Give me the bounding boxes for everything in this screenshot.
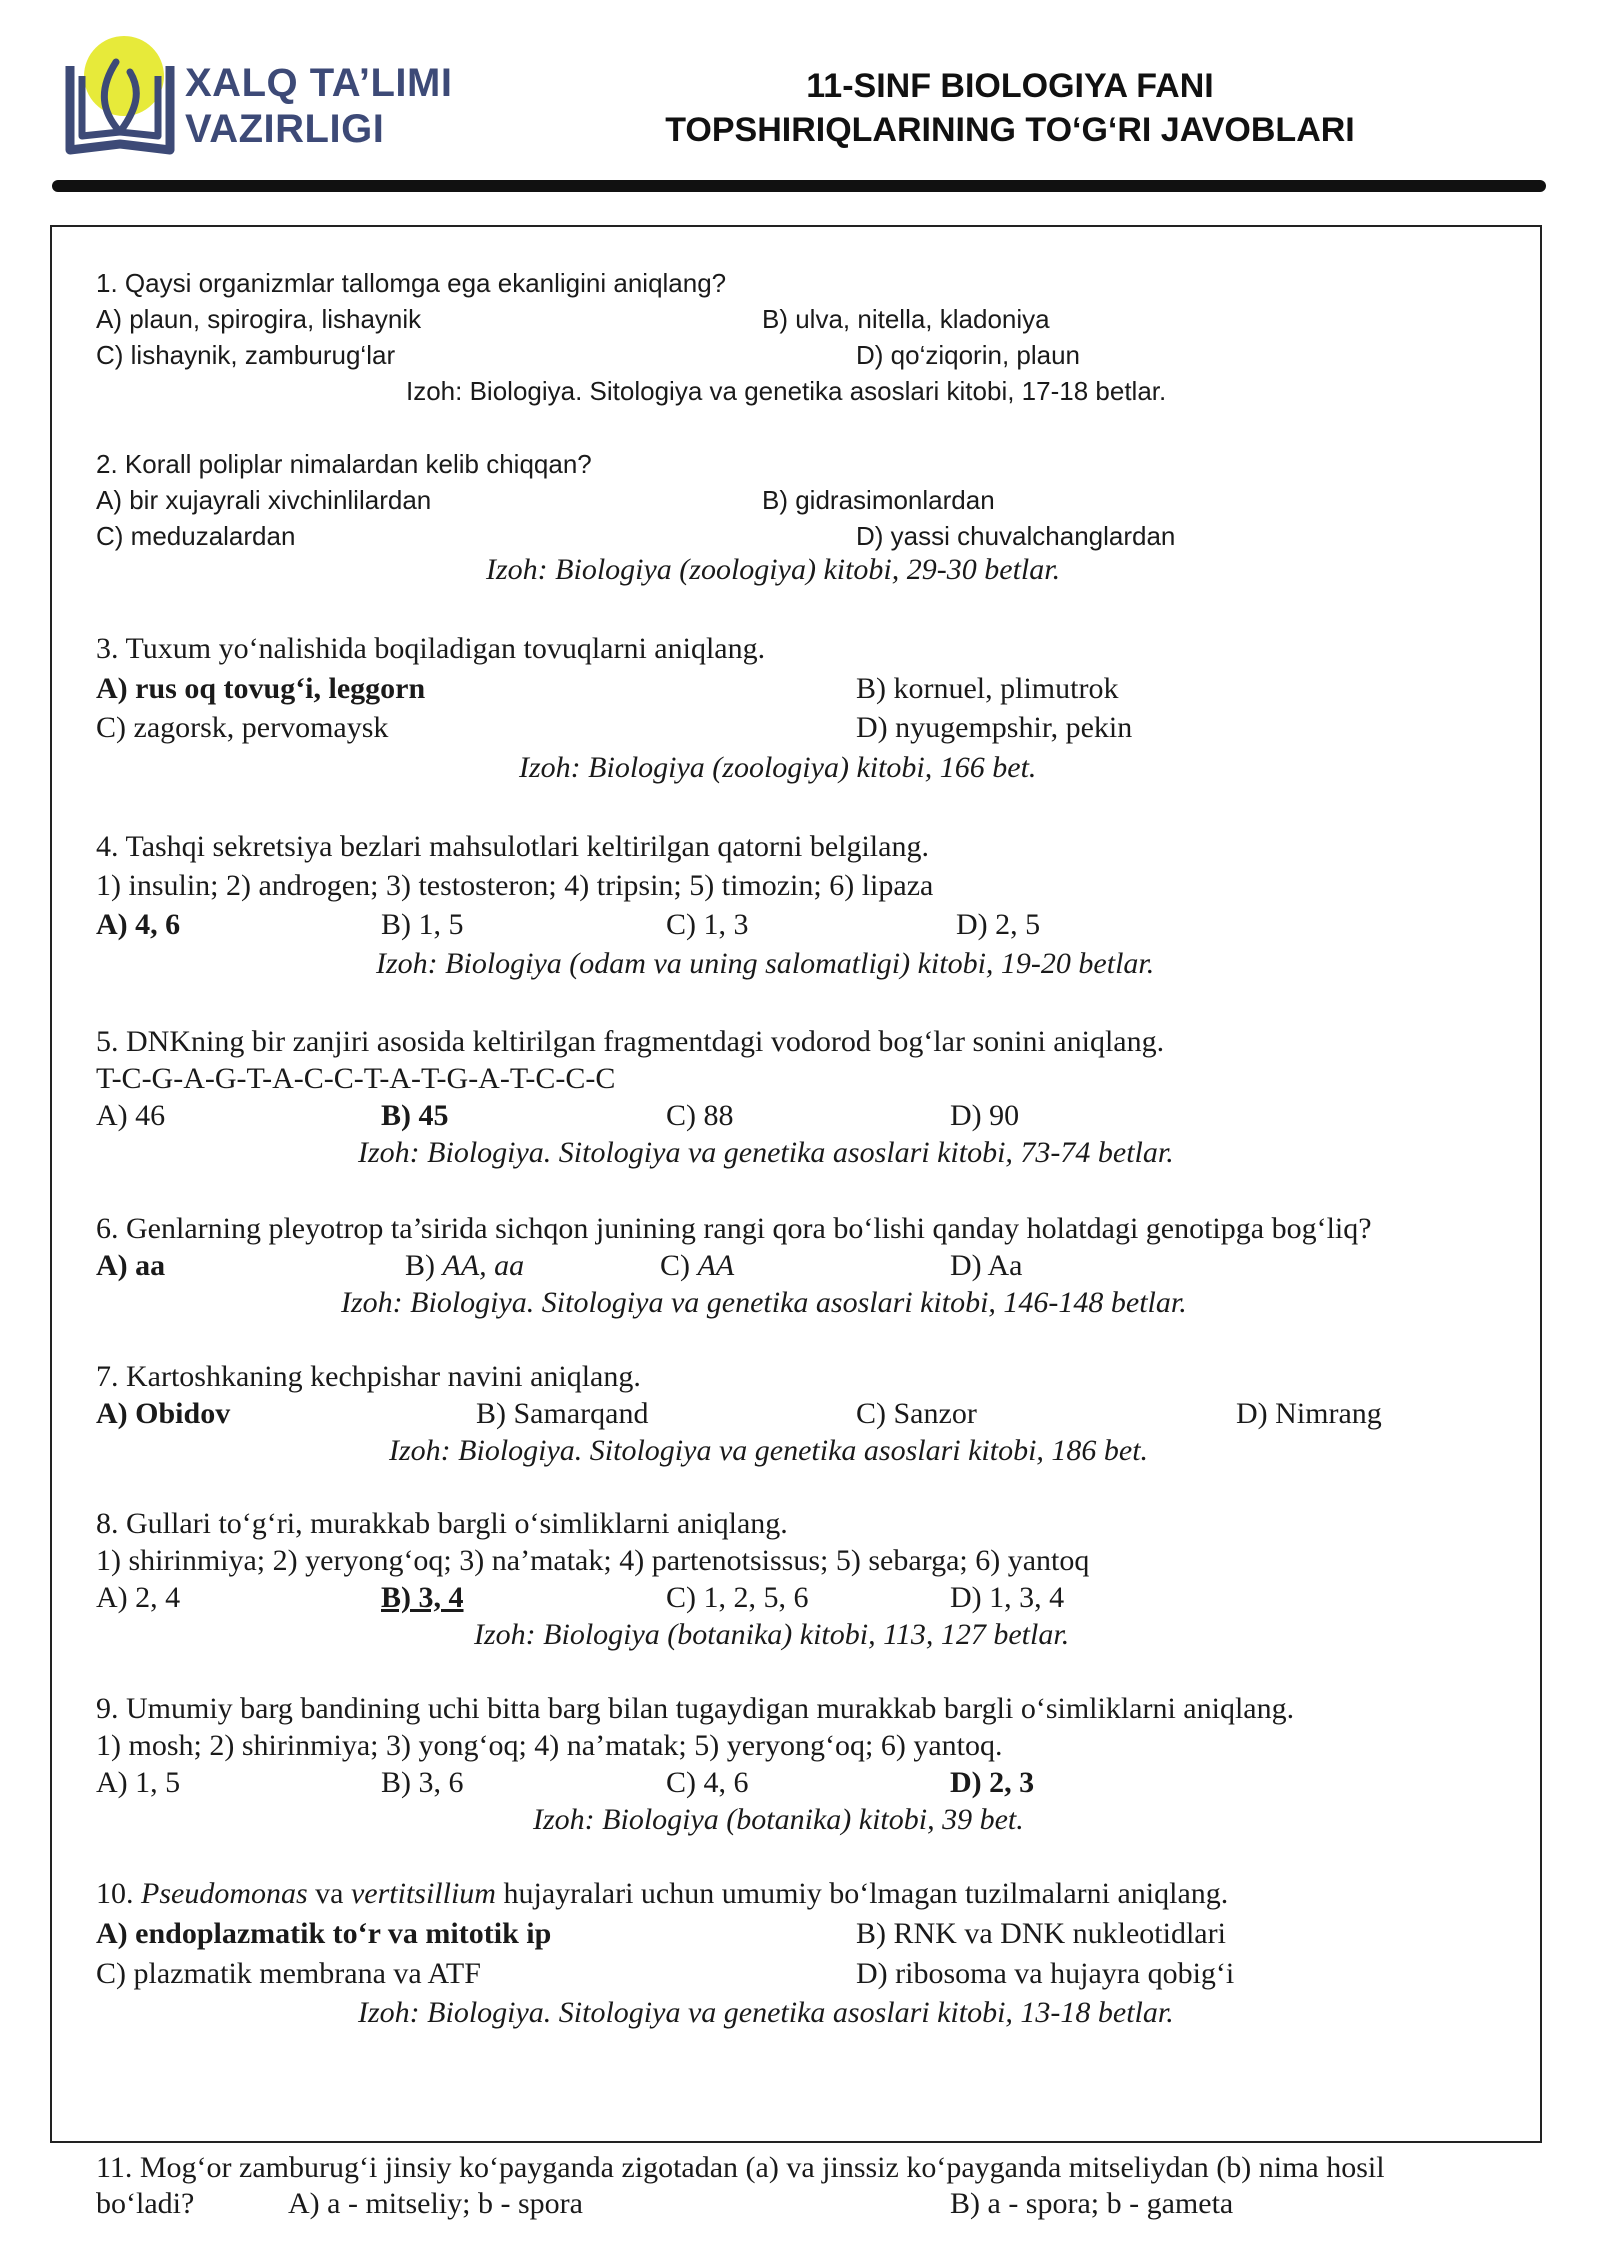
question-text: 3. Tuxum yo‘nalishida boqiladigan tovuqlarni aniqlang. [96,632,766,665]
option-d: D) 1, 3, 4 [950,1581,1065,1614]
connector-text: va [307,1877,351,1910]
logo-line1: XALQ TA’LIMI [185,61,453,105]
option-a-correct: A) 4, 6 [96,908,181,941]
item-list: 1) mosh; 2) shirinmiya; 3) yong‘oq; 4) na’matak; 5) yeryong‘oq; 6) yantoq. [96,1729,1003,1762]
option-b-correct: B) 3, 4 [381,1581,464,1614]
option-d: D) yassi chuvalchanglardan [856,521,1176,551]
question-text: 7. Kartoshkaning kechpishar navini aniqlang. [96,1360,641,1393]
option-d: D) 90 [950,1099,1020,1132]
organism-term-2: vertitsillium [350,1877,496,1910]
question-text: 9. Umumiy barg bandining uchi bitta barg bilan tugaydigan murakkab bargli o‘simliklarni aniqlang. [96,1692,1295,1725]
source-note: Izoh: Biologiya (odam va uning salomatligi) kitobi, 19-20 betlar. [376,947,1155,980]
title-line2: TOPSHIRIQLARINING TO‘G‘RI JAVOBLARI [665,111,1355,149]
source-note: Izoh: Biologiya. Sitologiya va genetika asoslari kitobi, 146-148 betlar. [341,1286,1187,1319]
question-rest: hujayralari uchun umumiy bo‘lmagan tuzilmalarni aniqlang. [495,1877,1229,1910]
option-b: B) 1, 5 [381,908,464,941]
option-a-value: Obidov [135,1397,231,1430]
option-a: A) bir xujayrali xivchinlilardan [96,485,432,515]
option-c: C) 88 [666,1099,734,1132]
source-note: Izoh: Biologiya. Sitologiya va genetika asoslari kitobi, 73-74 betlar. [358,1136,1174,1169]
organism-term-1: Pseudomonas [141,1877,308,1910]
option-a-correct: A) endoplazmatik to‘r va mitotik ip [96,1917,552,1950]
option-b-correct: B) 45 [381,1099,449,1132]
question-text [96,1877,1228,1911]
option-d: D) qo‘ziqorin, plaun [856,340,1081,370]
source-note: Izoh: Biologiya (zoologiya) kitobi, 166 bet. [519,751,1037,784]
question-text: 8. Gullari to‘g‘ri, murakkab bargli o‘simliklarni aniqlang. [96,1507,788,1540]
question-11-option-a: A) a - mitseliy; b - spora [288,2187,583,2220]
option-c: C) lishaynik, zamburug‘lar [96,340,396,370]
page-header [0,0,1600,200]
option-a: A) 46 [96,1099,166,1132]
option-a: A) 1, 5 [96,1766,181,1799]
option-c [660,1249,734,1283]
source-note: Izoh: Biologiya (zoologiya) kitobi, 29-30 betlar. [486,553,1061,586]
option-c: C) plazmatik membrana va ATF [96,1957,481,1990]
question-text: 1. Qaysi organizmlar tallomga ega ekanligini aniqlang? [96,268,727,298]
source-note: Izoh: Biologiya (botanika) kitobi, 113, 127 betlar. [474,1618,1070,1651]
logo-text [185,60,452,152]
option-c: C) 1, 3 [666,908,749,941]
question-text: 2. Korall poliplar nimalardan kelib chiqqan? [96,449,592,479]
book-leaf-icon [62,32,182,162]
option-b: B) RNK va DNK nukleotidlari [856,1917,1226,1950]
option-d: D) nyugempshir, pekin [856,711,1133,744]
option-c: C) meduzalardan [96,521,296,551]
option-b-value: AA, aa [442,1249,525,1282]
option-d: D) ribosoma va hujayra qobig‘i [856,1957,1235,1990]
header-divider [52,180,1546,192]
question-text: 4. Tashqi sekretsiya bezlari mahsulotlari keltirilgan qatorni belgilang. [96,830,929,863]
option-c: C) zagorsk, pervomaysk [96,711,389,744]
question-11-line2-start: bo‘ladi? [96,2187,195,2220]
option-d: D) Aa [950,1249,1023,1282]
source-note: Izoh: Biologiya. Sitologiya va genetika asoslari kitobi, 13-18 betlar. [358,1996,1174,2029]
option-c-value: AA [697,1249,735,1282]
question-text: 6. Genlarning pleyotrop ta’sirida sichqon junining rangi qora bo‘lishi qanday holatdagi genotipga bog‘liq? [96,1212,1372,1245]
option-c-letter: C) [660,1249,698,1282]
option-b: B) kornuel, plimutrok [856,672,1119,705]
option-b: B) gidrasimonlardan [762,485,995,515]
option-a-correct: A) rus oq tovug‘i, leggorn [96,672,426,705]
dna-sequence: T-C-G-A-G-T-A-C-C-T-A-T-G-A-T-C-C-C [96,1062,616,1095]
document-title [560,64,1460,152]
source-note: Izoh: Biologiya. Sitologiya va genetika asoslari kitobi, 17-18 betlar. [406,376,1167,406]
question-11-line1: 11. Mog‘or zamburug‘i jinsiy ko‘payganda zigotadan (a) va jinssiz ko‘payganda mitseliydan (b) nima hosil [96,2151,1385,2184]
option-a: A) 2, 4 [96,1581,181,1614]
option-c: C) 1, 2, 5, 6 [666,1581,809,1614]
option-d: D) 2, 5 [956,908,1041,941]
option-b: B) Samarqand [476,1397,649,1430]
question-11-option-b: B) a - spora; b - gameta [950,2187,1234,2220]
title-line1: 11-SINF BIOLOGIYA FANI [806,67,1214,105]
question-text: 5. DNKning bir zanjiri asosida keltirilgan fragmentdagi vodorod bog‘lar sonini aniqlang. [96,1025,1165,1058]
option-b: B) 3, 6 [381,1766,464,1799]
option-c: C) 4, 6 [666,1766,749,1799]
option-b-letter: B) [405,1249,443,1282]
source-note: Izoh: Biologiya (botanika) kitobi, 39 bet. [533,1803,1024,1836]
option-c: C) Sanzor [856,1397,977,1430]
option-d-correct: D) 2, 3 [950,1766,1035,1799]
question-number: 10. [96,1877,141,1910]
source-note: Izoh: Biologiya. Sitologiya va genetika asoslari kitobi, 186 bet. [389,1434,1149,1467]
ministry-logo [62,32,532,162]
option-b [405,1249,524,1283]
item-list: 1) insulin; 2) androgen; 3) testosteron; 4) tripsin; 5) timozin; 6) lipaza [96,869,934,902]
option-d: D) Nimrang [1236,1397,1382,1430]
option-b: B) ulva, nitella, kladoniya [762,304,1050,334]
option-a-correct: A) aa [96,1249,166,1282]
item-list: 1) shirinmiya; 2) yeryong‘oq; 3) na’matak; 4) partenotsissus; 5) sebarga; 6) yantoq [96,1544,1090,1577]
option-a-letter: A) [96,1397,136,1430]
option-a-correct [96,1397,230,1431]
logo-line2: VAZIRLIGI [185,107,385,151]
option-a: A) plaun, spirogira, lishaynik [96,304,422,334]
